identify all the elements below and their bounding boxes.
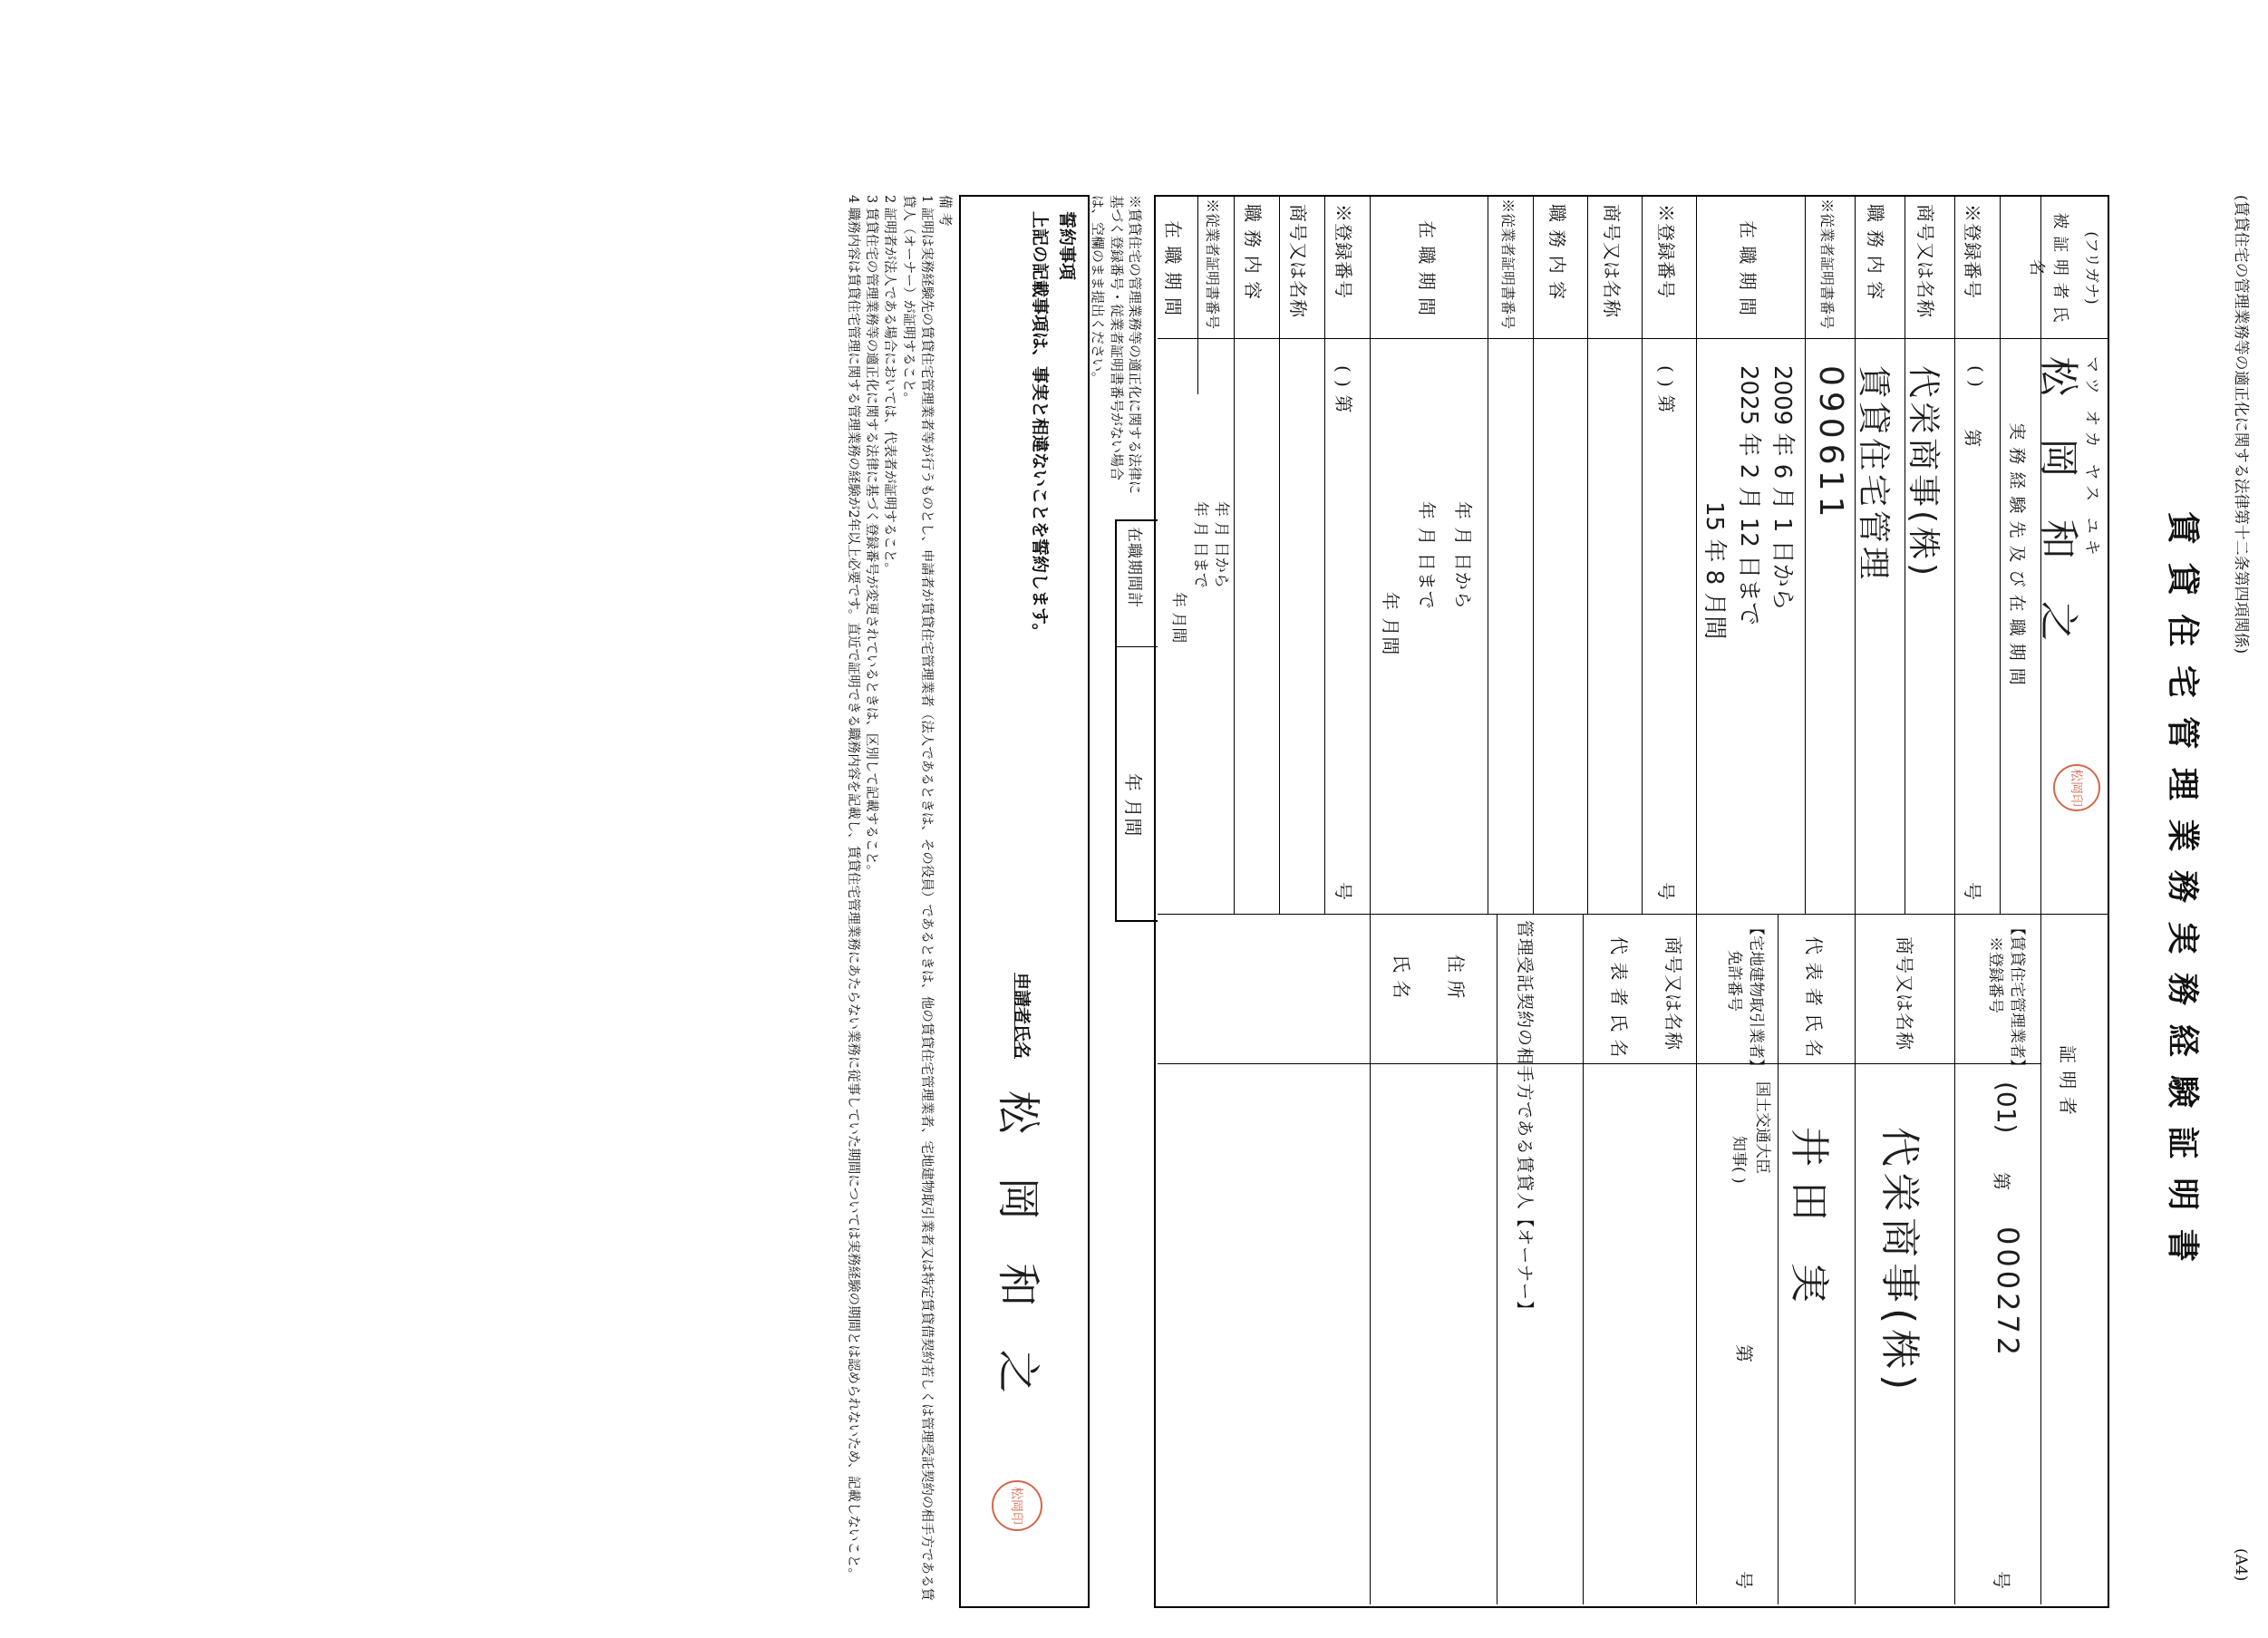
tenure-label: 在 職 期 間 — [1737, 220, 1759, 317]
oath-text: 上記の記載事項は、事実と相違ないことを誓約します。 — [1030, 211, 1050, 641]
owner-address-label: 住 所 — [1445, 955, 1467, 1000]
oath-heading: 誓約事項 — [1057, 211, 1077, 281]
column-divider — [1158, 914, 2109, 915]
certifier-label-divider — [1158, 1063, 2041, 1064]
tenure-label: 在 職 期 間 — [1416, 220, 1438, 317]
tenure-total: 年 月間 — [1169, 592, 1187, 644]
registration-go: 号 — [1962, 882, 1983, 901]
company-name-value: 代栄商事(株) — [1905, 365, 1942, 580]
duties-value: 賃貸住宅管理 — [1855, 365, 1892, 584]
document-title: 賃 貸 住 宅 管 理 業 務 実 務 経 験 証 明 書 — [2164, 511, 2202, 1265]
tenure-total: 15 年 8 月間 — [1701, 501, 1728, 640]
owner-name-label: 氏 名 — [1391, 955, 1412, 1000]
registration-footnote: ※賃貸住宅の管理業務等の適正化に関する法律に基づく登録番号・従業者証明書番号がない場合は、空欄のまま提出ください。 — [1090, 195, 1143, 495]
certifier-company-label: 商号又は名称 — [1894, 936, 1915, 1051]
certifier-company-value: 代栄商事(株) — [1876, 1127, 1923, 1396]
certifier-heading: 証 明 者 — [2057, 1045, 2079, 1116]
note-item: 4 職務内容は賃貸住宅管理に関する管理業務の経験が2年以上必要です。直近で証明できる職務内容を記載し、賃貸住宅管理業務にあたらない業務に従事していた期間については実務経験の期間とは認められないため、記載しないこと。 — [845, 195, 860, 1582]
duties-label: 職 務 内 容 — [1865, 204, 1886, 301]
note-item: 1 証明は実務経験先の賃貸住宅管理業者等が行うものとし、申請者が賃貸住宅管理業者（法人であるときは、その役員）であるときは、他の賃貸住宅管理業者、宅地建物取引業者又は特定賃貸借契約若しくは管理受託契約の相手方である賃貸人（オーナー）が証明すること。 — [900, 195, 934, 1601]
company-name-label: 商号又は名称 — [1287, 204, 1309, 318]
tenure-end: 年 月 日まで — [1191, 501, 1209, 588]
certifier-category-2: 【宅地建物取引業者】 — [1747, 920, 1765, 1074]
registration-text: ( ) 第 — [1655, 365, 1677, 414]
employee-cert-label: ※従業者証明書番号 — [1204, 199, 1221, 330]
employee-cert-value: 090611 — [1812, 365, 1849, 523]
owner-heading: 管理受託契約の相手方である賃貸人【オーナー】 — [1515, 920, 1535, 1320]
certifier-reg-dai: 第 — [1991, 1172, 2012, 1191]
registration-number-label: ※登録番号 — [1962, 204, 1983, 299]
certifier-category-1: 【賃貸住宅管理業者】 — [2008, 920, 2026, 1074]
certifier-reg-go: 号 — [1991, 1571, 2012, 1590]
registration-number-label: ※登録番号 — [1655, 204, 1677, 299]
employee-cert-label: ※従業者証明書番号 — [1818, 199, 1836, 330]
notes-heading: 備 考 — [937, 195, 954, 227]
applicant-seal: 松岡 印 — [992, 1480, 1042, 1531]
certified-name-value: 松 岡 和 之 — [2035, 356, 2081, 655]
registration-dai: 第 — [1962, 429, 1983, 448]
minister-text: 国土交通大臣 — [1753, 1081, 1771, 1174]
law-reference: (賃貸住宅の管理業務等の適正化に関する法律第十二条第四項関係) — [2232, 195, 2250, 654]
main-table — [1154, 195, 2109, 1608]
tenure-start: 年 月 日から — [1452, 501, 1474, 610]
applicant-label: 申請者氏名 — [1012, 973, 1032, 1060]
furigana-value: マツ オカ ヤス ユキ — [2082, 356, 2101, 561]
registration-go: 号 — [1655, 882, 1677, 901]
registration-paren: ( ) — [1965, 365, 1987, 388]
license-dai: 第 — [1733, 1344, 1755, 1363]
experience-heading: 実 務 経 験 先 及 び 在 職 期 間 — [2007, 422, 2027, 686]
company-name-label: 商号又は名称 — [1601, 204, 1623, 318]
registration-number-label: ※登録番号 — [1333, 204, 1354, 299]
paper-size: (A4) — [2232, 1548, 2250, 1582]
label-column-divider — [1158, 338, 2109, 339]
tenure-end: 2025 年 2 月 12 日まで — [1735, 365, 1762, 626]
tenure-total: 年 月間 — [1380, 592, 1401, 656]
certified-person-seal: 松岡 印 — [2053, 764, 2100, 811]
note-item: 2 証明者が法人である場合においては、代表者が証明すること。 — [882, 195, 897, 576]
tenure-start: 2009 年 6 月 1 日から — [1769, 365, 1796, 611]
certifier-rep-value: 井田 実 — [1786, 1127, 1832, 1317]
applicant-signature: 松 岡 和 之 — [993, 1090, 1043, 1408]
registration-go: 号 — [1333, 882, 1354, 901]
governor-text: 知事( ) — [1730, 1136, 1748, 1184]
license-go: 号 — [1733, 1571, 1755, 1590]
certifier-category-2-sub: 免許番号 — [1725, 950, 1743, 1012]
company-name-label: 商号又は名称 — [1914, 204, 1936, 318]
tenure-total-label: 在職期間計 — [1125, 527, 1143, 608]
certified-name-label: 被 証 明 者 氏 名 — [2027, 212, 2069, 324]
duties-label: 職 務 内 容 — [1546, 204, 1568, 301]
employee-cert-label: ※従業者証明書番号 — [1499, 199, 1517, 330]
certifier-reg-paren: (01) — [1992, 1081, 2021, 1134]
tenure-total-value: 年 月間 — [1122, 773, 1144, 838]
tenure-label: 在 職 期 間 — [1162, 220, 1184, 317]
note-item: 3 賃貸住宅の管理業務等の適正化に関する法律に基づく登録番号が変更されているときは、区別して記載すること。 — [864, 195, 879, 878]
certifier-reg-number: 000272 — [1991, 1226, 2025, 1360]
certifier-rep-label: 代 表 者 氏 名 — [1803, 936, 1825, 1059]
furigana-label: (フリガナ) — [2082, 231, 2100, 305]
certificate-sheet — [147, 139, 2268, 1638]
notes-list — [844, 195, 935, 1604]
registration-text: ( ) 第 — [1333, 365, 1354, 414]
duties-label: 職 務 内 容 — [1242, 204, 1264, 301]
tenure-end: 年 月 日まで — [1416, 501, 1438, 610]
tenure-start: 年 月 日から — [1212, 501, 1230, 588]
certifier-category-1-sub: ※登録番号 — [1986, 936, 2004, 1013]
certifier-rep2-label: 代 表 者 氏 名 — [1608, 936, 1630, 1059]
certifier-company2-label: 商号又は名称 — [1662, 936, 1684, 1051]
